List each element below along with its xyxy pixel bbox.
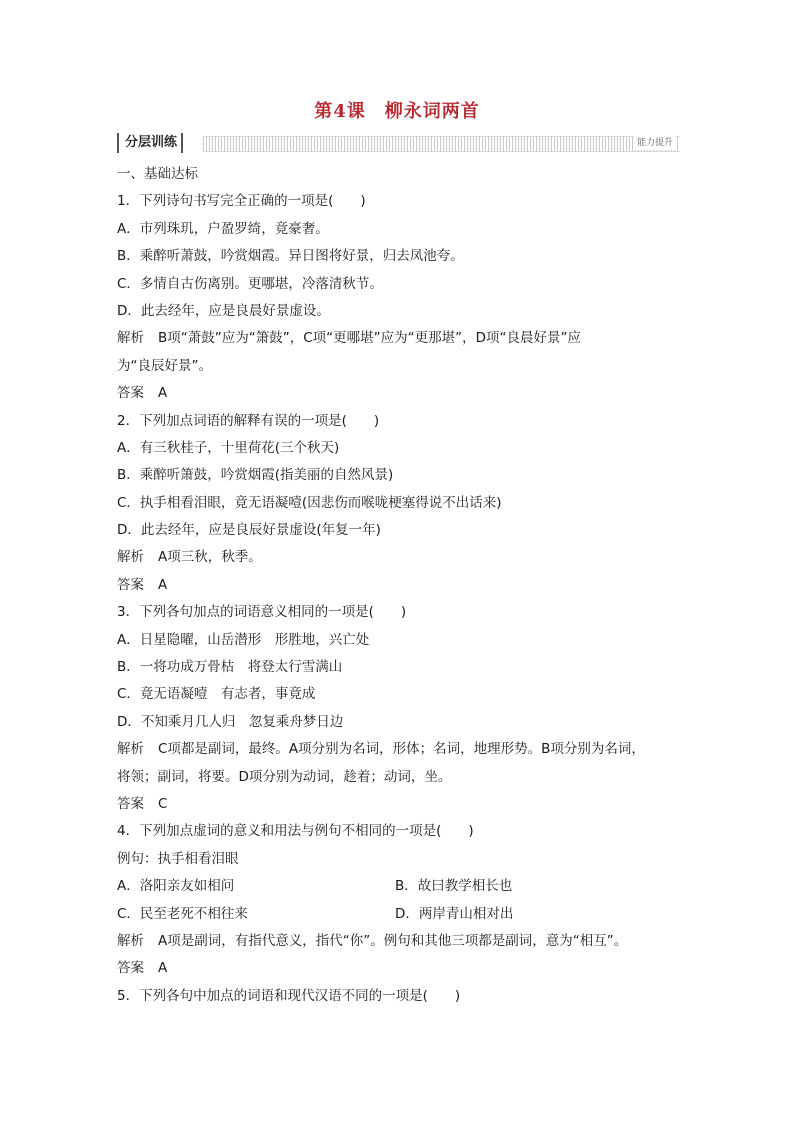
q1-answer-value: A — [158, 385, 168, 402]
q4-explanation-text: A项是副词，有指代意义，指代“你”。例句和其他三项都是副词，意为“相互”。 — [158, 932, 628, 949]
q1-answer — [117, 380, 680, 407]
answer-label: 答案 — [117, 795, 144, 812]
q2-answer — [117, 572, 680, 599]
answer-label: 答案 — [117, 960, 144, 977]
q3-answer-value: C — [158, 795, 168, 812]
q4-option-d: D．两岸青山相对出 — [395, 905, 514, 922]
q3-option-b: B．一将功成万骨枯 将登太行雪满山 — [117, 659, 343, 676]
q4-answer-value: A — [158, 960, 168, 977]
q4-option-c: C．民至老死不相往来 — [117, 905, 248, 922]
question-2: 2．下列加点词语的解释有误的一项是( ) — [117, 412, 380, 429]
q2-explanation-text: A项三秋，秋季。 — [158, 549, 262, 566]
q3-option-a: A．日星隐曜，山岳潜形 形胜地，兴亡处 — [117, 631, 370, 648]
answer-label: 答案 — [117, 385, 144, 402]
banner-tag: 能力提升 — [634, 136, 676, 150]
q2-answer-value: A — [158, 576, 168, 593]
q1-explanation-cont: 为“良辰好景”。 — [117, 357, 212, 374]
q1-option-a: A．市列珠玑，户盈罗绮，竟豪奢。 — [117, 220, 329, 237]
q1-option-b: B．乘醉听萧鼓，吟赏烟霞。异日图将好景，归去凤池夸。 — [117, 248, 464, 265]
q3-explanation — [117, 736, 680, 763]
q2-option-b: B．乘醉听箫鼓，吟赏烟霞(指美丽的自然风景) — [117, 467, 394, 484]
q4-explanation — [117, 928, 680, 955]
q4-options-row-1 — [117, 873, 680, 900]
question-5: 5．下列各句中加点的词语和现代汉语不同的一项是( ) — [117, 987, 461, 1004]
banner-label: 分层训练 — [117, 133, 183, 153]
explanation-label: 解析 — [117, 330, 144, 347]
q4-answer — [117, 955, 680, 982]
section-heading: 一、基础达标 — [117, 166, 198, 182]
q1-option-d: D．此去经年，应是良晨好景虚设。 — [117, 302, 330, 319]
q3-explanation-cont: 将领；副词，将要。D项分别为动词，趁着；动词，坐。 — [117, 768, 452, 785]
q1-explanation — [117, 325, 680, 352]
explanation-label: 解析 — [117, 932, 144, 949]
q4-option-b: B．故曰教学相长也 — [395, 878, 513, 895]
exercise-content — [117, 161, 680, 1010]
question-4: 4．下列加点虚词的意义和用法与例句不相同的一项是( ) — [117, 823, 474, 840]
page-title: 第4课 柳永词两首 — [314, 101, 480, 122]
q2-option-d: D．此去经年，应是良辰好景虚设(年复一年) — [117, 522, 381, 539]
answer-label: 答案 — [117, 576, 144, 593]
q4-example: 例句：执手相看泪眼 — [117, 850, 239, 867]
q3-explanation-text: C项都是副词，最终。A项分别为名词，形体；名词，地理形势。B项分别为名词， — [158, 741, 645, 758]
q2-option-a: A．有三秋桂子，十里荷花(三个秋天) — [117, 439, 340, 456]
q2-explanation — [117, 544, 680, 571]
q3-option-d: D．不知乘月几人归 忽复乘舟梦日边 — [117, 713, 344, 730]
q1-option-c: C．多情自古伤离别。更哪堪，冷落清秋节。 — [117, 275, 383, 292]
explanation-label: 解析 — [117, 741, 144, 758]
section-banner — [117, 133, 680, 153]
q2-option-c: C．执手相看泪眼，竟无语凝噎(因悲伤而喉咙梗塞得说不出话来) — [117, 494, 502, 511]
banner-stripe — [203, 136, 680, 152]
q3-answer — [117, 791, 680, 818]
question-3: 3．下列各句加点的词语意义相同的一项是( ) — [117, 604, 407, 621]
q4-options-row-2 — [117, 901, 680, 928]
q1-explanation-text: B项“萧鼓”应为“箫鼓”，C项“更哪堪”应为“更那堪”，D项“良晨好景”应 — [158, 330, 582, 347]
q3-option-c: C．竟无语凝噎 有志者，事竟成 — [117, 686, 316, 703]
q4-option-a: A．洛阳亲友如相问 — [117, 878, 235, 895]
explanation-label: 解析 — [117, 549, 144, 566]
question-1: 1．下列诗句书写完全正确的一项是( ) — [117, 193, 366, 210]
